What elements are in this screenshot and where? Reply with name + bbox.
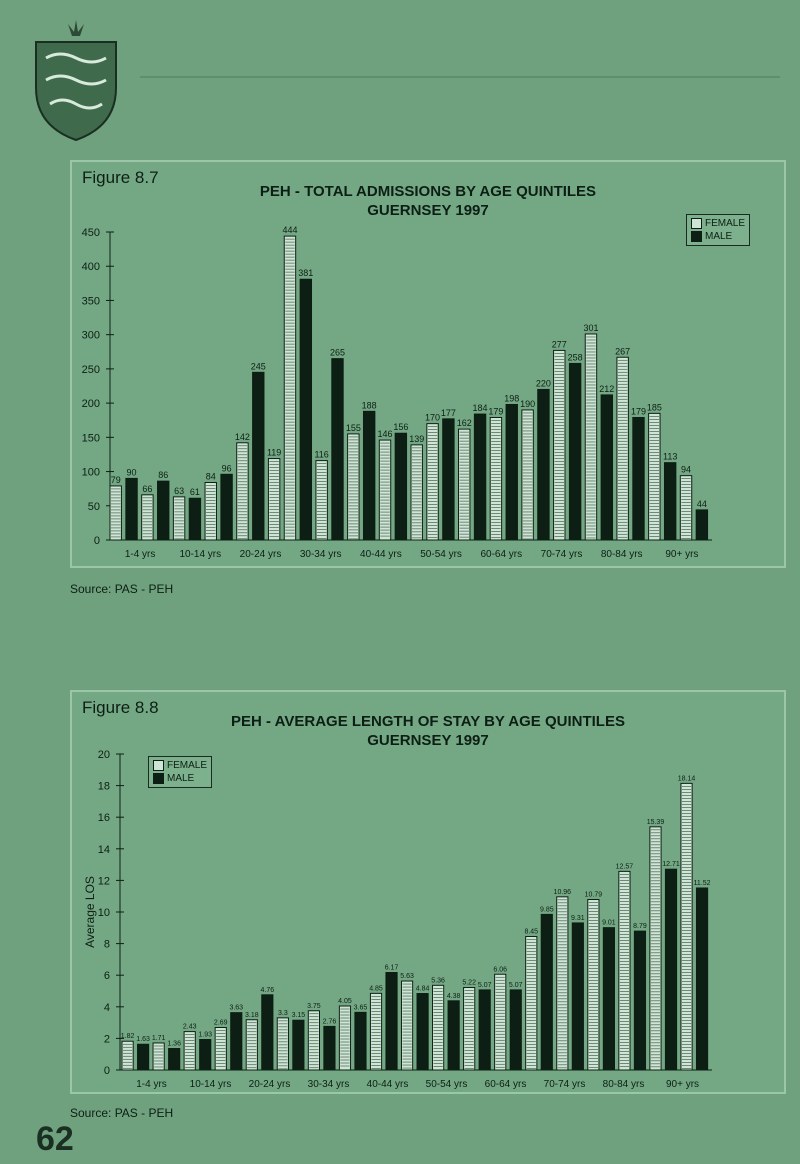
bar-data-label: 179 [488,406,504,417]
x-category-label: 1-4 yrs [124,549,156,560]
bar-data-label: 4.85 [369,985,383,993]
bar-male [221,474,232,540]
bar-female [339,1006,350,1070]
bar-data-label: 4.76 [260,986,275,994]
bar-data-label: 444 [282,225,298,236]
bar-data-label: 116 [314,449,329,460]
bar-data-label: 5.07 [477,981,492,989]
bar-data-label: 96 [221,463,232,474]
bar-male [538,389,549,540]
bar-data-label: 1.63 [136,1036,150,1044]
bar-female [122,1041,133,1070]
bar-data-label: 12.71 [662,861,680,869]
bar-data-label: 188 [361,400,377,411]
bar-data-label: 113 [662,451,678,462]
bar-data-label: 2.69 [213,1019,228,1027]
y-tick-label: 250 [81,363,100,376]
male-swatch [691,231,702,242]
bar-data-label: 2.43 [182,1023,197,1031]
bar-male [479,990,490,1070]
bar-data-label: 61 [189,487,200,498]
bar-female [205,483,216,540]
bar-male [664,463,675,540]
figure-8-8-source: Source: PAS - PEH [70,1106,174,1120]
bar-female [370,993,381,1070]
bar-female [526,936,537,1070]
y-tick-label: 6 [103,970,110,983]
x-category-label: 60-64 yrs [484,1079,527,1090]
bar-female [554,350,565,540]
bar-data-label: 9.31 [571,914,585,922]
bar-data-label: 277 [551,339,567,350]
bar-data-label: 3.63 [229,1004,244,1012]
x-category-label: 50-54 yrs [420,549,462,560]
bar-female [284,236,295,540]
bar-data-label: 6.17 [384,964,399,972]
x-category-label: 90+ yrs [665,1079,700,1090]
bar-data-label: 9.01 [602,919,616,927]
legend-female: FEMALE [705,218,746,229]
y-tick-label: 0 [103,1065,110,1077]
chart-subtitle: GUERNSEY 1997 [367,732,489,749]
chart-title: PEH - TOTAL ADMISSIONS BY AGE QUINTILES [259,183,597,200]
bar-male [417,994,428,1070]
x-category-label: 50-54 yrs [425,1079,468,1090]
bar-female [173,497,184,540]
bar-data-label: 15.39 [646,818,665,826]
male-swatch [153,773,164,784]
y-tick-label: 14 [97,843,110,856]
y-tick-label: 10 [97,907,110,919]
y-tick-label: 18 [97,780,110,793]
bar-female [459,429,470,540]
x-category-label: 1-4 yrs [136,1079,167,1090]
y-tick-label: 400 [81,261,100,274]
figure-8-7-panel [70,160,786,568]
bar-male [510,990,521,1070]
y-tick-label: 450 [81,227,100,239]
y-tick-label: 8 [103,938,110,951]
bar-data-label: 1.82 [120,1033,135,1041]
bar-female [588,900,599,1070]
x-category-label: 90+ yrs [665,549,699,560]
chart-legend [148,756,212,788]
bar-data-label: 8.45 [524,928,539,936]
bar-data-label: 177 [440,407,456,418]
bar-data-label: 90 [126,467,137,478]
chart-title: PEH - AVERAGE LENGTH OF STAY BY AGE QUINTILES [231,713,625,730]
bar-data-label: 3.15 [291,1012,306,1020]
chart-legend [686,214,750,246]
bar-data-label: 245 [250,361,266,372]
x-category-label: 10-14 yrs [179,549,222,560]
bar-male [443,419,454,540]
bar-data-label: 3.65 [353,1004,368,1012]
bar-male [126,478,137,540]
legend-male: MALE [167,773,195,784]
bar-male [572,923,583,1070]
bar-data-label: 6.06 [493,966,508,974]
bar-data-label: 3.75 [307,1002,321,1010]
bar-male [448,1001,459,1070]
bar-data-label: 267 [615,346,631,357]
legend-male: MALE [705,231,733,242]
bar-data-label: 86 [158,470,169,481]
x-category-label: 40-44 yrs [360,549,402,560]
bar-male [506,404,517,540]
y-tick-label: 200 [81,398,100,411]
bar-data-label: 162 [456,418,472,429]
bar-female [649,413,660,540]
bar-data-label: 10.96 [553,888,572,896]
bar-data-label: 66 [142,483,153,494]
legend-female: FEMALE [167,760,208,771]
y-tick-label: 12 [97,875,110,888]
bar-male [231,1013,242,1070]
bar-female [401,981,412,1070]
bar-male [601,395,612,540]
bar-data-label: 5.22 [462,979,476,987]
y-tick-label: 300 [81,329,100,342]
bar-data-label: 11.52 [693,879,711,887]
figure-8-8-panel [70,690,786,1094]
bar-male [541,914,552,1070]
bar-data-label: 18.14 [677,775,696,783]
bar-male [395,433,406,540]
bar-female [650,827,661,1070]
bar-data-label: 3.3 [277,1009,288,1017]
y-tick-label: 16 [97,812,110,825]
bar-female [246,1020,257,1070]
bar-male [355,1012,366,1070]
female-swatch [691,218,702,229]
bar-male [569,363,580,540]
bar-data-label: 142 [234,431,250,442]
bar-male [189,498,200,540]
bar-data-label: 265 [329,347,346,358]
bar-male [474,414,485,540]
bar-data-label: 1.93 [198,1031,213,1039]
bar-female [617,357,628,540]
bar-male [253,372,264,540]
bar-female [681,783,692,1070]
female-swatch [153,760,164,771]
bar-data-label: 220 [535,378,551,389]
bar-male [386,973,397,1070]
bar-data-label: 381 [298,268,314,279]
bar-data-label: 3.18 [244,1011,259,1019]
x-category-label: 10-14 yrs [189,1079,232,1090]
bar-data-label: 44 [696,498,707,509]
bar-data-label: 258 [567,352,583,363]
bar-male [332,359,343,540]
bar-data-label: 119 [266,447,282,458]
y-tick-label: 4 [103,1001,110,1014]
bar-data-label: 190 [520,398,536,409]
figure-label: Figure 8.7 [82,168,159,187]
bar-female [464,988,475,1070]
x-category-label: 20-24 yrs [239,549,282,560]
bar-data-label: 170 [425,412,441,423]
bar-male [634,931,645,1070]
bar-female [153,1043,164,1070]
y-tick-label: 2 [103,1033,110,1046]
y-tick-label: 150 [81,432,100,445]
bar-female [237,443,248,540]
bar-male [138,1044,149,1070]
bar-data-label: 301 [583,322,599,333]
bar-male [363,411,374,540]
figure-8-7-source: Source: PAS - PEH [70,582,174,596]
figure-label: Figure 8.8 [82,698,159,717]
chart-subtitle: GUERNSEY 1997 [367,202,489,219]
y-tick-label: 50 [87,500,100,513]
y-tick-label: 0 [93,535,100,547]
bar-male [324,1026,335,1070]
bar-male [200,1040,211,1070]
header-rule [140,76,780,78]
x-category-label: 40-44 yrs [366,1079,409,1090]
bar-male [665,869,676,1070]
bar-female [277,1018,288,1070]
bar-data-label: 198 [504,393,520,404]
y-axis-title: Average LOS [83,876,97,948]
bar-male [158,481,169,540]
bar-data-label: 146 [377,429,393,440]
x-category-label: 30-34 yrs [299,549,342,560]
bar-data-label: 1.36 [167,1040,181,1048]
bar-data-label: 79 [110,474,121,485]
bar-data-label: 5.63 [400,973,414,981]
bar-data-label: 84 [205,471,216,482]
bar-data-label: 5.07 [508,981,523,989]
x-category-label: 70-74 yrs [543,1079,586,1090]
bar-data-label: 4.38 [446,992,461,1000]
bar-data-label: 12.57 [615,863,634,871]
bar-female [585,334,596,540]
x-category-label: 80-84 yrs [602,1079,645,1090]
bar-male [169,1049,180,1070]
bar-data-label: 155 [345,422,361,433]
bar-data-label: 4.05 [338,998,352,1006]
bar-female [522,410,533,540]
bar-male [696,888,707,1070]
y-tick-label: 20 [97,749,110,761]
bar-data-label: 63 [174,485,185,496]
bar-female [490,417,501,540]
bar-data-label: 156 [393,422,409,433]
page-number: 62 [36,1120,74,1158]
bar-female [142,495,153,540]
bar-data-label: 2.76 [322,1018,337,1026]
x-category-label: 60-64 yrs [480,549,523,560]
bar-male [300,279,311,540]
bar-data-label: 8.79 [633,923,647,931]
bar-data-label: 10.79 [584,891,603,899]
x-category-label: 20-24 yrs [248,1079,291,1090]
y-tick-label: 100 [81,466,100,479]
bar-male [603,928,614,1070]
bar-data-label: 5.36 [431,977,445,985]
bar-data-label: 184 [472,403,488,414]
admissions-bar-chart [72,162,784,566]
bar-data-label: 179 [630,406,647,417]
x-category-label: 30-34 yrs [307,1079,350,1090]
bar-male [696,510,707,540]
bar-data-label: 139 [409,433,425,444]
bar-data-label: 212 [599,383,615,394]
bar-data-label: 94 [681,464,692,475]
los-bar-chart [72,692,784,1092]
bar-data-label: 4.84 [415,985,430,993]
bar-male [262,995,273,1070]
bar-male [633,417,644,540]
bar-data-label: 185 [646,402,662,413]
x-category-label: 80-84 yrs [600,549,643,560]
y-tick-label: 350 [81,295,100,308]
bar-female [680,476,691,540]
x-category-label: 70-74 yrs [540,549,583,560]
bar-data-label: 1.71 [151,1034,166,1042]
bar-male [293,1020,304,1070]
guernsey-crest-logo [32,18,120,142]
bar-data-label: 9.85 [539,906,554,914]
